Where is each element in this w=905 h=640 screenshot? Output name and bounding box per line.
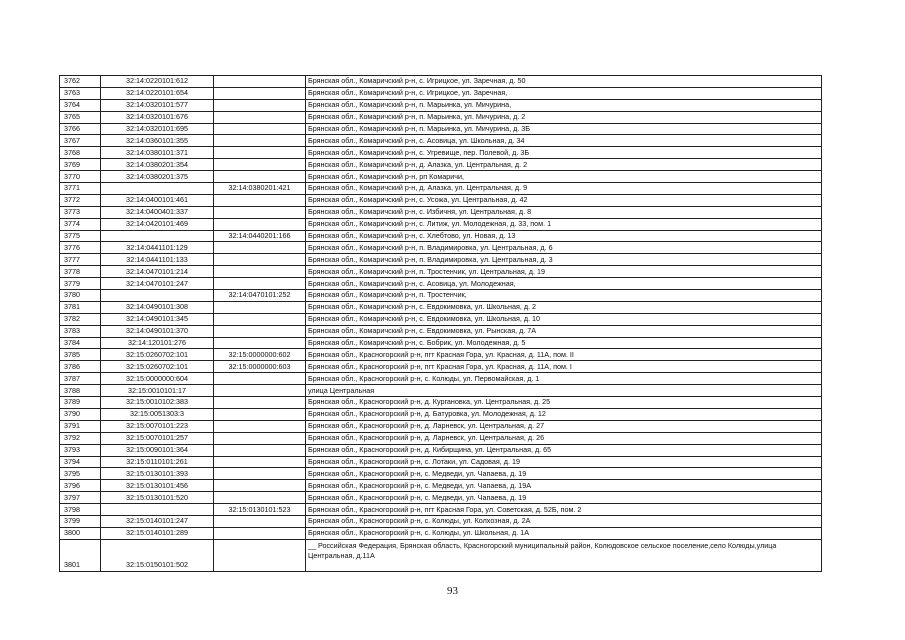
cadastral-number-cell: 32:14:0220101:612 (101, 76, 214, 88)
address-cell: Брянская обл., Комаричский р-н, п. Тростенчик, ул. Центральная, д. 19 (306, 266, 822, 278)
table-row (60, 432, 822, 444)
row-number-cell: 3787 (60, 373, 101, 385)
parent-cadastral-number-cell (214, 539, 306, 571)
cadastral-number-cell: 32:15:0000000:604 (101, 373, 214, 385)
cadastral-number-cell: 32:14:0320101:695 (101, 123, 214, 135)
parent-cadastral-number-cell (214, 206, 306, 218)
cadastral-number-cell: 32:15:0070101:223 (101, 420, 214, 432)
address-cell: Брянская обл., Комаричский р-н, д. Алазка, ул. Центральная, д. 2 (306, 159, 822, 171)
parent-cadastral-number-cell (214, 408, 306, 420)
parent-cadastral-number-cell (214, 87, 306, 99)
cadastral-number-cell: 32:14:0320101:676 (101, 111, 214, 123)
parent-cadastral-number-cell: 32:14:0380201:421 (214, 183, 306, 195)
cadastral-number-cell: 32:15:0130101:393 (101, 468, 214, 480)
parent-cadastral-number-cell (214, 432, 306, 444)
address-cell: Брянская обл., Красногорский р-н, пгт Красная Гора, ул. Красная, д. 11А, пом. II (306, 349, 822, 361)
cadastral-number-cell: 32:14:0490101:345 (101, 313, 214, 325)
address-cell: Брянская обл., Красногорский р-н, д. Ларневск, ул. Центральная, д. 26 (306, 432, 822, 444)
address-cell: Брянская обл., Красногорский р-н, с. Лотаки, ул. Садовая, д. 19 (306, 456, 822, 468)
table-row (60, 385, 822, 397)
table-row (60, 266, 822, 278)
cadastral-number-cell: 32:15:0051303:3 (101, 408, 214, 420)
table-row (60, 373, 822, 385)
address-cell: Брянская обл., Красногорский р-н, с. Медведи, ул. Чапаева, д. 19А (306, 480, 822, 492)
table-row (60, 290, 822, 302)
row-number-cell: 3766 (60, 123, 101, 135)
table-row (60, 87, 822, 99)
row-number-cell: 3779 (60, 278, 101, 290)
table-row (60, 76, 822, 88)
address-cell: Брянская обл., Комаричский р-н, с. Угревище, пер. Полевой, д. 3Б (306, 147, 822, 159)
address-cell: Брянская обл., Комаричский р-н, п. Владимировка, ул. Центральная, д. 3 (306, 254, 822, 266)
address-cell: Брянская обл., Комаричский р-н, с. Игрицкое, ул. Заречная, (306, 87, 822, 99)
parent-cadastral-number-cell: 32:14:0440201:166 (214, 230, 306, 242)
address-cell: Брянская обл., Комаричский р-н, с. Хлебтово, ул. Новая, д. 13 (306, 230, 822, 242)
table-row (60, 99, 822, 111)
property-table (59, 75, 822, 572)
parent-cadastral-number-cell (214, 420, 306, 432)
address-cell: Брянская обл., Комаричский р-н, с. Литиж, ул. Молодежная, д. 33, пом. 1 (306, 218, 822, 230)
address-cell: Брянская обл., Комаричский р-н, с. Асовица, ул. Школьная, д. 34 (306, 135, 822, 147)
cadastral-number-cell: 32:14:0420101:469 (101, 218, 214, 230)
row-number-cell: 3795 (60, 468, 101, 480)
table-row (60, 504, 822, 516)
cadastral-number-cell: 32:15:0130101:456 (101, 480, 214, 492)
address-cell: Брянская обл., Красногорский р-н, д. Батуровка, ул. Молодежная, д. 12 (306, 408, 822, 420)
row-number-cell: 3800 (60, 527, 101, 539)
table-row (60, 206, 822, 218)
address-cell: Брянская обл., Комаричский р-н, п. Владимировка, ул. Центральная, д. 6 (306, 242, 822, 254)
address-cell: Брянская обл., Комаричский р-н, с. Усожа, ул. Центральная, д. 42 (306, 194, 822, 206)
table-row (60, 468, 822, 480)
cadastral-number-cell: 32:14:0441101:133 (101, 254, 214, 266)
parent-cadastral-number-cell: 32:15:0130101:523 (214, 504, 306, 516)
row-number-cell: 3783 (60, 325, 101, 337)
parent-cadastral-number-cell (214, 527, 306, 539)
parent-cadastral-number-cell (214, 313, 306, 325)
table-row (60, 337, 822, 349)
table-row (60, 420, 822, 432)
table-row (60, 242, 822, 254)
parent-cadastral-number-cell (214, 171, 306, 183)
row-number-cell: 3770 (60, 171, 101, 183)
parent-cadastral-number-cell (214, 468, 306, 480)
cadastral-number-cell: 32:15:0260702:101 (101, 349, 214, 361)
cadastral-number-cell (101, 230, 214, 242)
page-number: 93 (447, 585, 458, 597)
row-number-cell: 3786 (60, 361, 101, 373)
address-cell: __ Российская Федерация, Брянская область, Красногорский муниципальный район, Колюдовское сельское поселение,село Колюды,улица Центральная, д.11А (306, 539, 822, 571)
table-row (60, 159, 822, 171)
address-cell: Брянская обл., Красногорский р-н, с. Колюды, ул. Первомайская, д. 1 (306, 373, 822, 385)
parent-cadastral-number-cell (214, 194, 306, 206)
address-cell: Брянская обл., Красногорский р-н, с. Медведи, ул. Чапаева, д. 19 (306, 468, 822, 480)
row-number-cell: 3781 (60, 301, 101, 313)
parent-cadastral-number-cell (214, 76, 306, 88)
table-row (60, 527, 822, 539)
parent-cadastral-number-cell (214, 278, 306, 290)
row-number-cell: 3788 (60, 385, 101, 397)
row-number-cell: 3793 (60, 444, 101, 456)
parent-cadastral-number-cell (214, 480, 306, 492)
cadastral-number-cell: 32:14:0441101:129 (101, 242, 214, 254)
parent-cadastral-number-cell (214, 492, 306, 504)
address-cell: Брянская обл., Комаричский р-н, с. Евдокимовка, ул. Рынская, д. 7А (306, 325, 822, 337)
row-number-cell: 3798 (60, 504, 101, 516)
row-number-cell: 3784 (60, 337, 101, 349)
table-row (60, 111, 822, 123)
address-cell: Брянская обл., Красногорский р-н, с. Медведи, ул. Чапаева, д. 19 (306, 492, 822, 504)
address-cell: Брянская обл., Комаричский р-н, с. Асовица, ул. Молодежная, (306, 278, 822, 290)
cadastral-number-cell: 32:15:0130101:520 (101, 492, 214, 504)
parent-cadastral-number-cell (214, 444, 306, 456)
cadastral-number-cell (101, 183, 214, 195)
table-row (60, 539, 822, 571)
cadastral-number-cell: 32:14:0380101:371 (101, 147, 214, 159)
table-row (60, 408, 822, 420)
parent-cadastral-number-cell (214, 373, 306, 385)
address-cell: Брянская обл., Красногорский р-н, д. Кургановка, ул. Центральная, д. 25 (306, 397, 822, 409)
row-number-cell: 3762 (60, 76, 101, 88)
parent-cadastral-number-cell (214, 266, 306, 278)
parent-cadastral-number-cell (214, 385, 306, 397)
cadastral-number-cell: 32:15:0150101:502 (101, 539, 214, 571)
row-number-cell: 3768 (60, 147, 101, 159)
cadastral-number-cell: 32:15:0090101:364 (101, 444, 214, 456)
row-number-cell: 3777 (60, 254, 101, 266)
table-row (60, 230, 822, 242)
row-number-cell: 3778 (60, 266, 101, 278)
table-row (60, 397, 822, 409)
cadastral-number-cell: 32:14:0320101:577 (101, 99, 214, 111)
table-row (60, 123, 822, 135)
parent-cadastral-number-cell: 32:15:0000000:603 (214, 361, 306, 373)
cadastral-number-cell (101, 290, 214, 302)
address-cell: Брянская обл., Комаричский р-н, с. Евдокимовка, ул. Школьная, д. 2 (306, 301, 822, 313)
cadastral-number-cell: 32:14:0490101:308 (101, 301, 214, 313)
table-row (60, 456, 822, 468)
cadastral-number-cell: 32:15:0260702:101 (101, 361, 214, 373)
address-cell: Брянская обл., Красногорский р-н, пгт Красная Гора, ул. Советская, д. 52Б, пом. 2 (306, 504, 822, 516)
cadastral-number-cell: 32:14:0380201:354 (101, 159, 214, 171)
cadastral-number-cell: 32:14:0380201:375 (101, 171, 214, 183)
row-number-cell: 3780 (60, 290, 101, 302)
parent-cadastral-number-cell (214, 147, 306, 159)
row-number-cell: 3769 (60, 159, 101, 171)
parent-cadastral-number-cell (214, 99, 306, 111)
row-number-cell: 3773 (60, 206, 101, 218)
table-row (60, 515, 822, 527)
table-row (60, 301, 822, 313)
table-row (60, 135, 822, 147)
row-number-cell: 3771 (60, 183, 101, 195)
row-number-cell: 3772 (60, 194, 101, 206)
table-row (60, 349, 822, 361)
cadastral-number-cell: 32:14:0400101:461 (101, 194, 214, 206)
cadastral-number-cell: 32:15:0010101:17 (101, 385, 214, 397)
parent-cadastral-number-cell (214, 397, 306, 409)
address-cell: улица Центральная (306, 385, 822, 397)
table-row (60, 492, 822, 504)
address-cell: Брянская обл., Комаричский р-н, с. Избичня, ул. Центральная, д. 8 (306, 206, 822, 218)
row-number-cell: 3797 (60, 492, 101, 504)
address-cell: Брянская обл., Комаричский р-н, рп Комаричи, (306, 171, 822, 183)
cadastral-number-cell: 32:14:0360101:355 (101, 135, 214, 147)
row-number-cell: 3799 (60, 515, 101, 527)
cadastral-number-cell: 32:14:0400401:337 (101, 206, 214, 218)
parent-cadastral-number-cell: 32:15:0000000:602 (214, 349, 306, 361)
table-row (60, 278, 822, 290)
cadastral-number-cell: 32:14:0470101:214 (101, 266, 214, 278)
cadastral-number-cell: 32:14:0490101:370 (101, 325, 214, 337)
cadastral-number-cell: 32:15:0140101:289 (101, 527, 214, 539)
table-row (60, 313, 822, 325)
row-number-cell: 3774 (60, 218, 101, 230)
row-number-cell: 3782 (60, 313, 101, 325)
address-cell: Брянская обл., Комаричский р-н, п. Марьинка, ул. Мичурина, (306, 99, 822, 111)
parent-cadastral-number-cell (214, 159, 306, 171)
address-cell: Брянская обл., Красногорский р-н, пгт Красная Гора, ул. Красная, д. 11А, пом. I (306, 361, 822, 373)
table-row (60, 147, 822, 159)
parent-cadastral-number-cell: 32:14:0470101:252 (214, 290, 306, 302)
table-row (60, 444, 822, 456)
address-cell: Брянская обл., Комаричский р-н, п. Марьинка, ул. Мичурина, д. 3Б (306, 123, 822, 135)
table-row (60, 361, 822, 373)
table-row (60, 194, 822, 206)
cadastral-number-cell (101, 504, 214, 516)
cadastral-number-cell: 32:15:0010102:383 (101, 397, 214, 409)
cadastral-number-cell: 32:15:0110101:261 (101, 456, 214, 468)
parent-cadastral-number-cell (214, 218, 306, 230)
cadastral-number-cell: 32:14:120101:276 (101, 337, 214, 349)
row-number-cell: 3775 (60, 230, 101, 242)
cadastral-number-cell: 32:14:0220101:654 (101, 87, 214, 99)
address-cell: Брянская обл., Комаричский р-н, п. Тростенчик, (306, 290, 822, 302)
row-number-cell: 3791 (60, 420, 101, 432)
parent-cadastral-number-cell (214, 456, 306, 468)
parent-cadastral-number-cell (214, 254, 306, 266)
address-cell: Брянская обл., Красногорский р-н, с. Колюды, ул. Колхозная, д. 2А (306, 515, 822, 527)
address-cell: Брянская обл., Красногорский р-н, д. Ларневск, ул. Центральная, д. 27 (306, 420, 822, 432)
parent-cadastral-number-cell (214, 135, 306, 147)
cadastral-number-cell: 32:14:0470101:247 (101, 278, 214, 290)
row-number-cell: 3763 (60, 87, 101, 99)
parent-cadastral-number-cell (214, 242, 306, 254)
parent-cadastral-number-cell (214, 301, 306, 313)
table-row (60, 254, 822, 266)
row-number-cell: 3767 (60, 135, 101, 147)
row-number-cell: 3785 (60, 349, 101, 361)
cadastral-number-cell: 32:15:0140101:247 (101, 515, 214, 527)
row-number-cell: 3794 (60, 456, 101, 468)
row-number-cell: 3776 (60, 242, 101, 254)
table-row (60, 218, 822, 230)
row-number-cell: 3796 (60, 480, 101, 492)
address-cell: Брянская обл., Комаричский р-н, с. Евдокимовка, ул. Школьная, д. 10 (306, 313, 822, 325)
row-number-cell: 3789 (60, 397, 101, 409)
table-row (60, 480, 822, 492)
address-cell: Брянская обл., Комаричский р-н, п. Марьинка, ул. Мичурина, д. 2 (306, 111, 822, 123)
row-number-cell: 3765 (60, 111, 101, 123)
address-cell: Брянская обл., Комаричский р-н, с. Игрицкое, ул. Заречная, д. 50 (306, 76, 822, 88)
row-number-cell: 3801 (60, 539, 101, 571)
address-cell: Брянская обл., Комаричский р-н, с. Бобрик, ул. Молодежная, д. 5 (306, 337, 822, 349)
row-number-cell: 3764 (60, 99, 101, 111)
parent-cadastral-number-cell (214, 337, 306, 349)
table-row (60, 183, 822, 195)
parent-cadastral-number-cell (214, 111, 306, 123)
table-row (60, 325, 822, 337)
parent-cadastral-number-cell (214, 515, 306, 527)
row-number-cell: 3790 (60, 408, 101, 420)
table-body (60, 76, 822, 572)
address-cell: Брянская обл., Красногорский р-н, с. Колюды, ул. Школьная, д. 1А (306, 527, 822, 539)
address-cell: Брянская обл., Комаричский р-н, д. Алазка, ул. Центральная, д. 9 (306, 183, 822, 195)
cadastral-number-cell: 32:15:0070101:257 (101, 432, 214, 444)
table-row (60, 171, 822, 183)
address-cell: Брянская обл., Красногорский р-н, д. Кибирщина, ул. Центральная, д. 65 (306, 444, 822, 456)
row-number-cell: 3792 (60, 432, 101, 444)
parent-cadastral-number-cell (214, 325, 306, 337)
parent-cadastral-number-cell (214, 123, 306, 135)
